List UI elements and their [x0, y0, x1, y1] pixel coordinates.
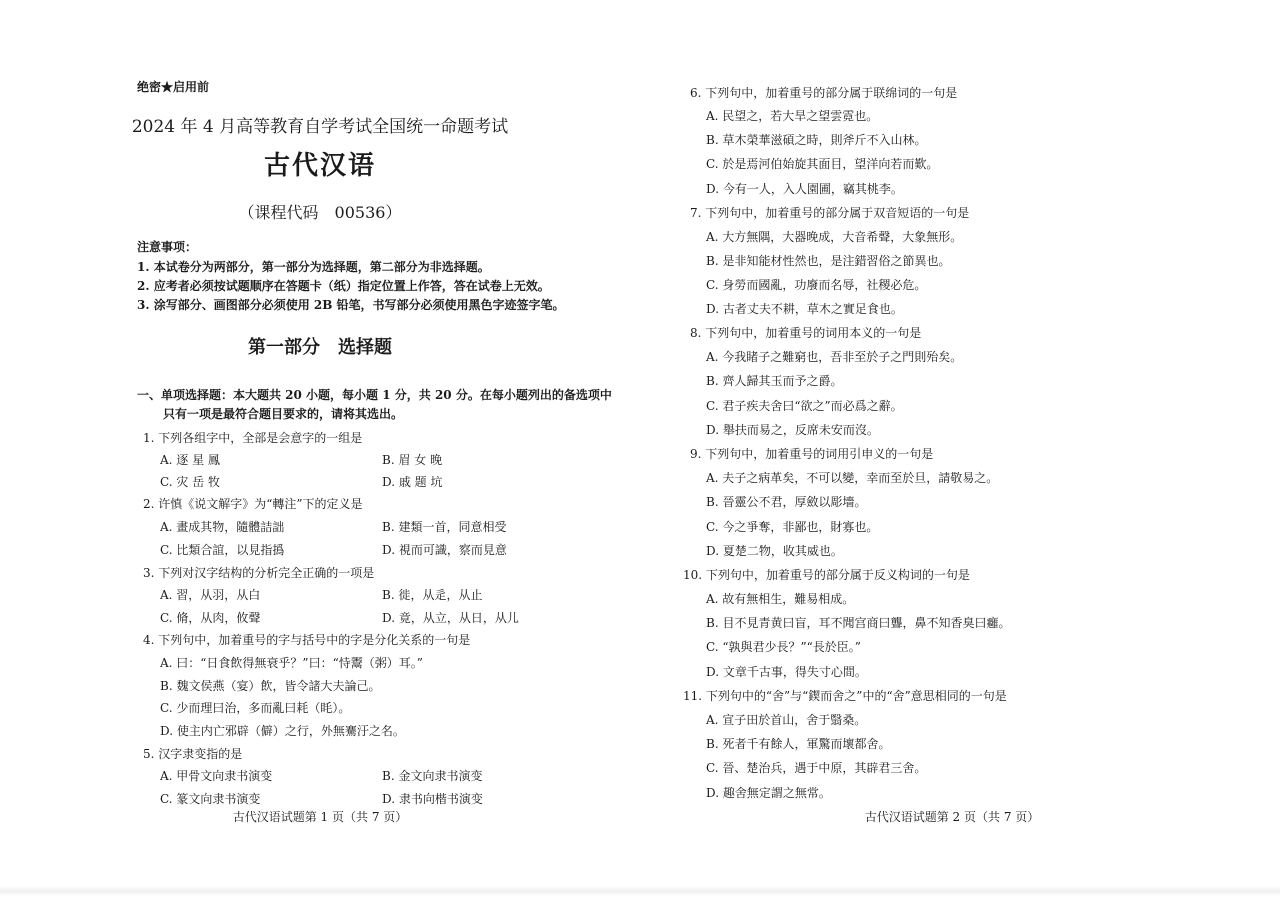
note-2: 2. 应考者必须按试题顺序在答题卡（纸）指定位置上作答，答在试卷上无效。 — [137, 279, 550, 293]
question-10-option-b: B. 目不見青黄曰盲，耳不聞宫商曰聾，鼻不知香臭曰癰。 — [706, 616, 1011, 630]
question-5-option-b: B. 金文向隶书演变 — [382, 769, 483, 783]
question-9-option-a: A. 夫子之病革矣，不可以變，幸而至於旦，請敬易之。 — [706, 471, 999, 485]
question-8-option-c: C. 君子疾夫舍曰“欲之”而必爲之辭。 — [706, 399, 903, 413]
question-5-option-d: D. 隶书向楷书演变 — [382, 792, 483, 806]
exam-title: 2024 年 4 月高等教育自学考试全国统一命题考试 — [131, 117, 509, 137]
note-1: 1. 本试卷分为两部分，第一部分为选择题，第二部分为非选择题。 — [137, 260, 490, 274]
question-11-option-d: D. 趣舍無定謂之無常。 — [706, 786, 831, 800]
question-8-option-a: A. 今我睹子之難窮也，吾非至於子之門則殆矣。 — [706, 350, 963, 364]
question-10-option-a: A. 故有無相生，難易相成。 — [706, 592, 855, 606]
question-4-option-b: B. 魏文侯燕（宴）飲，皆令諸大夫論己。 — [160, 679, 381, 693]
question-5-option-a: A. 甲骨文向隶书演变 — [160, 769, 273, 783]
question-2-option-c: C. 比類合誼，以見指撝 — [160, 543, 285, 557]
question-1-option-c: C. 灾 岳 牧 — [160, 475, 221, 489]
question-1-option-b: B. 眉 女 晚 — [382, 453, 443, 467]
part-title: 第一部分 选择题 — [248, 337, 392, 358]
subject-title: 古代汉语 — [263, 151, 376, 181]
page-2-footer: 古代汉语试题第 2 页（共 7 页） — [864, 810, 1040, 824]
question-4-stem: 4. 下列句中，加着重号的字与括号中的字是分化关系的一句是 — [143, 633, 471, 647]
confidential-label: 绝密★启用前 — [137, 80, 210, 94]
question-7-option-a: A. 大方無隅，大器晚成，大音希聲，大象無形。 — [706, 230, 963, 244]
section-instructions-line-2: 只有一项是最符合题目要求的，请将其选出。 — [163, 407, 404, 421]
question-1-option-d: D. 戚 题 坑 — [382, 475, 443, 489]
question-3-option-c: C. 脩，从肉，攸聲 — [160, 611, 261, 625]
question-1-stem: 1. 下列各组字中，全部是会意字的一组是 — [143, 431, 363, 445]
question-11-stem: 11. 下列句中的“舍”与“鍥而舍之”中的“舍”意思相同的一句是 — [683, 689, 1007, 703]
question-11-option-b: B. 死者千有餘人，軍驚而壞都舍。 — [706, 737, 891, 751]
question-4-option-d: D. 使主内亡邪辟（僻）之行，外無騫汙之名。 — [160, 724, 405, 738]
scan-edge — [0, 886, 1280, 896]
question-5-option-c: C. 篆文向隶书演变 — [160, 792, 261, 806]
question-2-stem: 2. 许慎《说文解字》为“轉注”下的定义是 — [143, 497, 363, 511]
question-5-stem: 5. 汉字隶变指的是 — [143, 747, 243, 761]
question-6-stem: 6. 下列句中，加着重号的部分属于联绵词的一句是 — [690, 86, 958, 100]
exam-page-2 — [640, 0, 1280, 905]
question-6-option-d: D. 今有一人，入人園圃，竊其桃李。 — [706, 182, 903, 196]
question-9-option-b: B. 晉靈公不君，厚斂以彫墻。 — [706, 495, 867, 509]
course-code: （课程代码 00536） — [238, 203, 402, 222]
question-6-option-c: C. 於是焉河伯始旋其面目，望洋向若而歎。 — [706, 157, 939, 171]
section-instructions-line-1: 一、单项选择题：本大题共 20 小题，每小题 1 分，共 20 分。在每小题列出的备选项中 — [137, 388, 612, 402]
question-8-stem: 8. 下列句中，加着重号的词用本义的一句是 — [690, 326, 922, 340]
question-9-stem: 9. 下列句中，加着重号的词用引申义的一句是 — [690, 447, 934, 461]
question-8-option-d: D. 舉扶而易之，反席未安而沒。 — [706, 423, 879, 437]
question-3-option-b: B. 徙，从辵，从止 — [382, 588, 483, 602]
question-6-option-b: B. 草木榮華滋碩之時，則斧斤不入山林。 — [706, 133, 927, 147]
question-10-stem: 10. 下列句中，加着重号的部分属于反义构词的一句是 — [683, 568, 970, 582]
notes-title: 注意事项： — [137, 240, 198, 254]
question-10-option-c: C. “孰與君少長？”“長於臣。” — [706, 640, 861, 654]
question-8-option-b: B. 齊人歸其玉而予之爵。 — [706, 374, 843, 388]
question-11-option-a: A. 宣子田於首山，舍于翳桑。 — [706, 713, 867, 727]
question-2-option-b: B. 建類一首，同意相受 — [382, 520, 507, 534]
question-3-option-d: D. 竟，从立，从日，从儿 — [382, 611, 519, 625]
question-9-option-d: D. 夏楚二物，收其威也。 — [706, 544, 843, 558]
question-2-option-d: D. 視而可識，察而見意 — [382, 543, 507, 557]
question-7-option-c: C. 身勞而國亂，功廢而名辱，社稷必危。 — [706, 278, 927, 292]
question-2-option-a: A. 畫成其物，隨體詰詘 — [160, 520, 285, 534]
question-10-option-d: D. 文章千古事，得失寸心間。 — [706, 665, 867, 679]
question-3-option-a: A. 習，从羽，从白 — [160, 588, 261, 602]
question-1-option-a: A. 逐 星 鳳 — [160, 453, 220, 467]
question-3-stem: 3. 下列对汉字结构的分析完全正确的一项是 — [143, 566, 375, 580]
question-4-option-a: A. 曰：“日食飲得無衰乎？”曰：“恃鬻（粥）耳。” — [160, 656, 423, 670]
question-7-option-d: D. 古者丈夫不耕，草木之實足食也。 — [706, 302, 903, 316]
note-3: 3. 涂写部分、画图部分必须使用 2B 铅笔，书写部分必须使用黑色字迹签字笔。 — [137, 298, 565, 312]
question-9-option-c: C. 今之爭奪，非鄙也，財寡也。 — [706, 520, 879, 534]
question-7-stem: 7. 下列句中，加着重号的部分属于双音短语的一句是 — [690, 206, 970, 220]
question-4-option-c: C. 少而理曰治，多而亂曰耗（眊）。 — [160, 701, 351, 715]
question-6-option-a: A. 民望之，若大旱之望雲霓也。 — [706, 109, 879, 123]
page-1-footer: 古代汉语试题第 1 页（共 7 页） — [232, 810, 408, 824]
question-11-option-c: C. 晉、楚治兵，遇于中原，其辟君三舍。 — [706, 761, 927, 775]
question-7-option-b: B. 是非知能材性然也，是注錯習俗之節異也。 — [706, 254, 951, 268]
